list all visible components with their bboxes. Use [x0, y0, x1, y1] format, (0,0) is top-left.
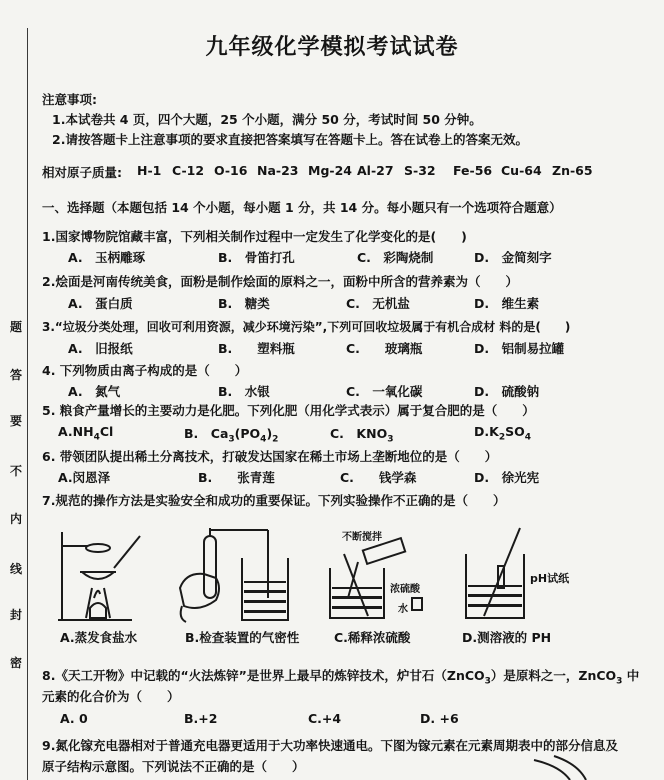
option: $A.NH_4Cl$ [58, 424, 114, 443]
option: B.+2 [184, 711, 218, 726]
option: A. 蛋白质 [68, 296, 133, 311]
option: C. 无机盐 [346, 296, 410, 311]
atomic-mass: Cu-64 [501, 163, 542, 178]
figure-a-evaporation [52, 528, 162, 624]
atom-diagram-partial [520, 752, 600, 780]
figure-label-stir: 不断搅拌 [342, 532, 382, 543]
question-stem: 1.国家博物院馆藏丰富，下列相关制作过程中一定发生了化学变化的是( ) [42, 229, 467, 244]
question-stem: 7.规范的操作方法是实验安全和成功的重要保证。下列实验操作不正确的是（ ） [42, 493, 506, 508]
option: B. $Ca_3(PO_4)_2$ [184, 426, 279, 445]
option: D. 维生素 [474, 296, 540, 311]
question-stem: 9.氮化镓充电器相对于普通充电器更适用于大功率快速通电。下图为镓元素在元素周期表中的部分信息及 [42, 738, 618, 753]
question-stem-cont: 原子结构示意图。下列说法不正确的是（ ） [42, 759, 305, 774]
option: B. 骨笛打孔 [218, 250, 295, 265]
figure-caption: D.测溶液的 PH [462, 630, 552, 645]
notice-item: 1.本试卷共 4 页，四个大题，25 个小题，满分 50 分，考试时间 50 分钟。 [52, 112, 482, 127]
figure-d-ph-test [462, 524, 532, 624]
question-stem: 3.“垃圾分类处理，回收可利用资源，减少环境污染”,下列可回收垃圾属于有机合成材 料的是( ) [42, 320, 571, 334]
option: A. 旧报纸 [68, 341, 133, 356]
atomic-mass: S-32 [404, 163, 436, 178]
figure-label-acid: 浓硫酸 [390, 584, 420, 595]
option: D. 金简刻字 [474, 250, 552, 265]
option: A.闵恩泽 [58, 470, 111, 485]
margin-char: 要 [9, 414, 22, 428]
option: C. 钱学森 [340, 470, 417, 485]
question-stem-cont: 元素的化合价为（ ） [42, 689, 180, 704]
section-heading: 一、选择题（本题包括 14 个小题，每小题 1 分，共 14 分。每小题只有一个选项符合题意） [42, 200, 562, 215]
figure-label-water: 水 [398, 604, 408, 615]
notice-heading: 注意事项: [42, 92, 97, 107]
option: C. 一氧化碳 [346, 384, 423, 399]
notice-item: 2.请按答题卡上注意事项的要求直接把答案填写在答题卡上。答在试卷上的答案无效。 [52, 132, 528, 147]
figure-b-airtightness [176, 528, 294, 624]
question-stem: 4. 下列物质由离子构成的是（ ） [42, 363, 248, 378]
option: $D.K_2SO_4$ [474, 424, 531, 443]
option: C.+4 [308, 711, 342, 726]
option: B. 张青莲 [198, 470, 275, 485]
option: D. +6 [420, 711, 459, 726]
option: A. 玉柄雕琢 [68, 250, 146, 265]
atomic-mass: C-12 [172, 163, 205, 178]
margin-char: 题 [9, 320, 22, 334]
option: C. 彩陶烧制 [357, 250, 434, 265]
atomic-mass: Na-23 [257, 163, 299, 178]
figure-caption: C.稀释浓硫酸 [334, 630, 411, 645]
figure-caption: A.蒸发食盐水 [60, 630, 138, 645]
atomic-mass: Fe-56 [453, 163, 493, 178]
atomic-mass-label: 相对原子质量: [42, 165, 122, 180]
question-stem: 8.《天工开物》中记载的“火法炼锌”是世界上最早的炼锌技术，炉甘石（ZnCO$_3$）是原料之一，ZnCO$_3$ 中 [42, 668, 640, 687]
option: C. 玻璃瓶 [346, 341, 423, 356]
option: D. 铝制易拉罐 [474, 341, 565, 356]
atomic-mass: Zn-65 [552, 163, 593, 178]
option: B. 塑料瓶 [218, 341, 295, 356]
figure-caption: B.检查装置的气密性 [185, 630, 300, 645]
binding-line [27, 28, 28, 780]
atomic-mass: Al-27 [357, 163, 394, 178]
option: C. $KNO_3$ [330, 426, 394, 445]
margin-char: 内 [9, 512, 22, 526]
question-stem: 6. 带领团队提出稀土分离技术，打破发达国家在稀土市场上垄断地位的是（ ） [42, 449, 498, 464]
question-stem: 2.烩面是河南传统美食，面粉是制作烩面的原料之一，面粉中所含的营养素为（ ） [42, 274, 518, 289]
margin-char: 封 [9, 608, 22, 622]
option: D. 硫酸钠 [474, 384, 540, 399]
option: B. 水银 [218, 384, 270, 399]
option: B. 糖类 [218, 296, 270, 311]
margin-char: 密 [9, 656, 22, 670]
option: D. 徐光宪 [474, 470, 540, 485]
margin-char: 不 [9, 464, 22, 478]
question-stem: 5. 粮食产量增长的主要动力是化肥。下列化肥（用化学式表示）属于复合肥的是（ ） [42, 403, 535, 418]
option: A. 0 [60, 711, 88, 726]
figure-label-ph-paper: pH试纸 [530, 572, 570, 585]
option: A. 氮气 [68, 384, 121, 399]
atomic-mass: O-16 [214, 163, 248, 178]
page-title: 九年级化学模拟考试试卷 [205, 35, 459, 60]
margin-char: 答 [9, 368, 22, 382]
margin-char: 线 [9, 562, 22, 576]
atomic-mass: Mg-24 [308, 163, 352, 178]
atomic-mass: H-1 [137, 163, 162, 178]
